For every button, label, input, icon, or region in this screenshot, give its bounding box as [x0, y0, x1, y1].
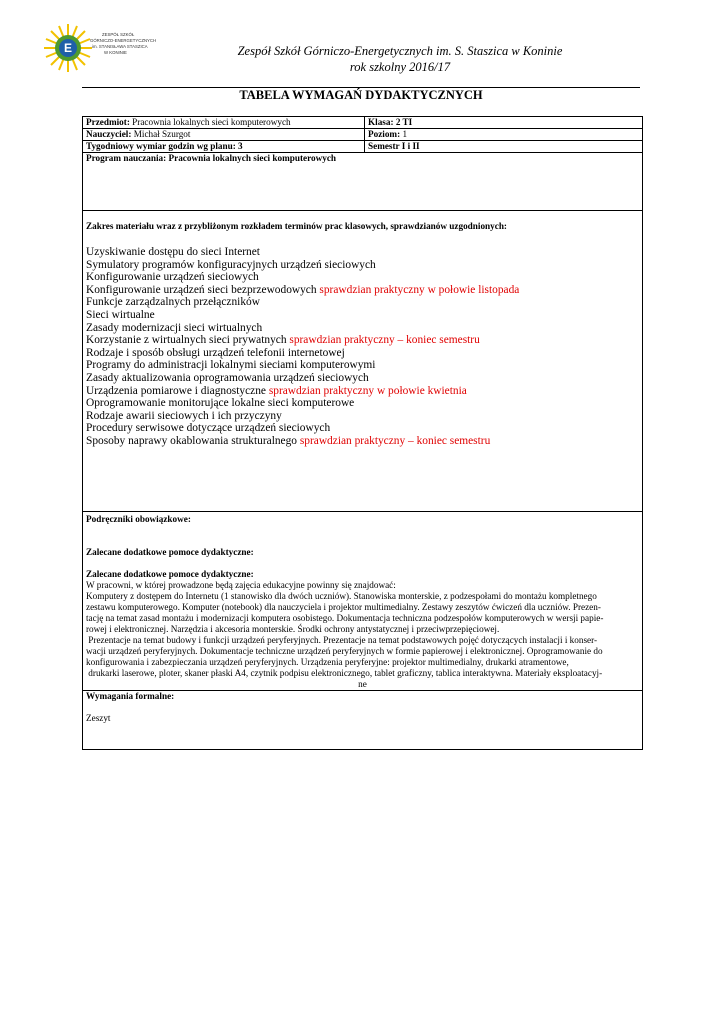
topic-item [86, 246, 639, 259]
aids-text-line: tację na temat zasad montażu i modernizacji komputera osobistego. Dokumentacja techniczna podzespołów komputerowych w wersji papie- [86, 613, 604, 623]
formal-cell [83, 691, 643, 750]
school-year-line: rok szkolny 2016/17 [349, 60, 451, 74]
aids-text-line: konfigurowania i zabezpieczania urządzeń peryferyjnych. Urządzenia peryferyjne: projektor multimedialny, drukarki atramentowe, [86, 657, 569, 667]
topic-item [86, 296, 639, 309]
aids-text-line: Komputery z dostępem do Internetu (1 stanowisko dla dwóch uczniów). Stanowiska monterskie, z podzespołami do montażu kompletnego [86, 591, 597, 601]
subject-cell [83, 117, 365, 129]
topic-text: Zasady modernizacji sieci wirtualnych [86, 321, 263, 334]
semester-cell: Semestr I i II [365, 141, 643, 153]
aids-text-line: W pracowni, w której prowadzone będą zajęcia edukacyjne powinny się znajdować: [86, 580, 396, 590]
topic-item [86, 271, 639, 284]
program-row [83, 153, 643, 211]
document-title: TABELA WYMAGAŃ DYDAKTYCZNYCH [239, 88, 483, 102]
topic-text: Konfigurowanie urządzeń sieci bezprzewodowych [86, 283, 320, 296]
hours-cell: Tygodniowy wymiar godzin wg planu: 3 [83, 141, 365, 153]
test-date-note: sprawdzian praktyczny – koniec semestru [289, 334, 480, 347]
level-cell [365, 129, 643, 141]
topic-text: Programy do administracji lokalnymi sieciami komputerowymi [86, 359, 376, 372]
logo-letter: E [64, 41, 73, 55]
school-logo [44, 14, 156, 76]
topic-text: Sposoby naprawy okablowania strukturalnego [86, 434, 300, 447]
logo-text-line: ZESPÓŁ SZKÓŁ [102, 32, 135, 37]
test-date-note: sprawdzian praktyczny w połowie kwietnia [268, 384, 467, 397]
topic-text: Rodzaje awarii sieciowych i ich przyczyny [86, 409, 282, 422]
topic-item [86, 385, 639, 398]
topic-text: Symulatory programów konfiguracyjnych urządzeń sieciowych [86, 258, 376, 271]
aids-text-line: zestawu komputerowego. Komputer (notebook) dla nauczyciela i projektor multimedialny. Zestawy zeszytów ćwiczeń dla uczniów. Prezen- [86, 602, 601, 612]
topic-text: Sieci wirtualne [86, 308, 155, 321]
subject-value: Pracownia lokalnych sieci komputerowych [129, 117, 291, 127]
class-label: Klasa: [368, 117, 394, 127]
books-row [83, 512, 643, 691]
topic-item [86, 309, 639, 322]
topic-item [86, 347, 639, 360]
aids-text-line: drukarki laserowe, ploter, skaner płaski A4, czytnik podpisu elektronicznego, tablet graficzny, tablica interaktywna. Materiały eksploatacyj- [86, 668, 603, 678]
scope-row [83, 211, 643, 512]
topic-text: Uzyskiwanie dostępu do sieci Internet [86, 246, 260, 258]
topic-item [86, 372, 639, 385]
test-date-note: sprawdzian praktyczny – koniec semestru [299, 434, 491, 447]
level-value: 1 [400, 129, 408, 139]
subject-label: Przedmiot: [86, 117, 130, 127]
teacher-value: Michał Szurgot [131, 129, 191, 139]
additional-aids-label: Zalecane dodatkowe pomoce dydaktyczne: [86, 569, 254, 579]
teacher-label: Nauczyciel: [86, 129, 132, 139]
scope-label: Zakres materiału wraz z przybliżonym rozkładem terminów prac klasowych, sprawdzianów uzgodnionych: [86, 221, 507, 231]
topic-item [86, 410, 639, 423]
formal-label: Wymagania formalne: [86, 691, 175, 701]
books-cell [83, 512, 643, 691]
topic-text: Zasady aktualizowania oprogramowania urządzeń sieciowych [86, 371, 369, 384]
topic-text: Urządzenia pomiarowe i diagnostyczne [86, 384, 269, 397]
topic-item [86, 435, 639, 448]
required-books-label: Podręczniki obowiązkowe: [86, 514, 191, 524]
topic-text: Rodzaje i sposób obsługi urządzeń telefonii internetowej [86, 346, 345, 359]
formal-row [83, 691, 643, 750]
topic-item [86, 359, 639, 372]
aids-text-line: Prezentacje na temat budowy i funkcji urządzeń peryferyjnych. Prezentacje na temat podstawowych pojęć dotyczących instalacji i konser- [86, 635, 598, 645]
topic-item [86, 334, 639, 347]
requirements-table [82, 116, 643, 750]
program-cell [83, 153, 643, 211]
test-date-note: sprawdzian praktyczny w połowie listopada [319, 283, 520, 296]
topic-text: Procedury serwisowe dotyczące urządzeń sieciowych [86, 422, 331, 435]
topic-text: Oprogramowanie monitorujące lokalne sieci komputerowe [86, 397, 355, 410]
aids-text-last-line: ne [358, 679, 367, 689]
school-name-line: Zespół Szkół Górniczo-Energetycznych im. S. Staszica w Koninie [237, 44, 563, 58]
aids-text-line: rowej i elektronicznej. Narzędzia i akcesoria monterskie. Środki ochrony antystatycznej i przeciwprzepięciowej. [86, 624, 500, 634]
logo-text-line: GÓRNICZO-ENERGETYCZNYCH [90, 38, 156, 43]
topic-item [86, 322, 639, 335]
subject-row [83, 117, 643, 129]
additional-aids-label: Zalecane dodatkowe pomoce dydaktyczne: [86, 547, 254, 557]
logo-text-line: W KONINIE [104, 50, 127, 55]
teacher-row [83, 129, 643, 141]
formal-value: Zeszyt [86, 713, 111, 723]
level-label: Poziom: [368, 129, 401, 139]
hours-row [83, 141, 643, 153]
aids-text [86, 580, 639, 679]
class-cell [365, 117, 643, 129]
aids-text-line: wacji urządzeń peryferyjnych. Dokumentacje techniczne urządzeń peryferyjnych w formie papierowej i elektronicznej. Oprogramowanie do [86, 646, 603, 656]
topic-item [86, 259, 639, 272]
topic-text: Korzystanie z wirtualnych sieci prywatnych [86, 334, 290, 347]
school-name [160, 43, 640, 75]
topic-text: Konfigurowanie urządzeń sieciowych [86, 271, 259, 284]
program-label: Program nauczania: Pracownia lokalnych sieci komputerowych [86, 153, 337, 163]
logo-text-line: im. STANISŁAWA STASZICA [92, 44, 148, 49]
topic-item [86, 284, 639, 297]
topic-list [86, 246, 639, 448]
class-value: 2 TI [393, 117, 413, 127]
topic-item [86, 422, 639, 435]
scope-cell [83, 211, 643, 512]
topic-text: Funkcje zarządzalnych przełączników [86, 296, 260, 309]
teacher-cell [83, 129, 365, 141]
topic-item [86, 397, 639, 410]
